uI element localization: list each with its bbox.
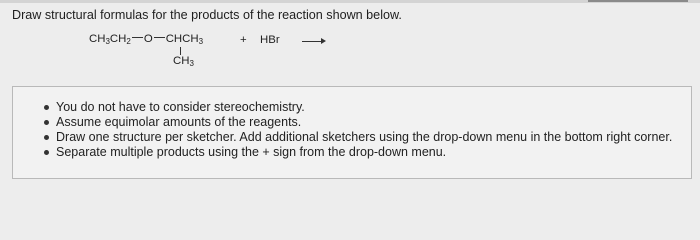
oxygen-atom: O — [143, 33, 153, 45]
branch-bond — [180, 47, 181, 55]
instructions-box — [12, 86, 692, 179]
instructions-list — [44, 100, 672, 160]
single-bond — [132, 37, 143, 38]
subscript-3: 3 — [198, 37, 204, 46]
ethyl-group — [89, 33, 131, 45]
reaction-scheme — [89, 33, 349, 78]
instruction-item: Separate multiple products using the + sign from the drop-down menu. — [44, 145, 672, 160]
single-bond — [154, 37, 165, 38]
subscript-2: 2 — [126, 37, 131, 46]
top-edge-accent — [588, 0, 688, 2]
instruction-item: Draw one structure per sketcher. Add additional sketchers using the drop-down menu in the bottom right corner. — [44, 130, 672, 145]
isopropyl-group — [166, 33, 203, 45]
reagent-hbr: HBr — [260, 34, 280, 46]
ch-text: CH — [109, 33, 127, 45]
subscript-3: 3 — [189, 59, 194, 68]
plus-sign: + — [240, 34, 247, 46]
reactant-ether-formula — [89, 33, 203, 45]
instruction-item: Assume equimolar amounts of the reagents. — [44, 115, 672, 130]
question-prompt: Draw structural formulas for the products of the reaction shown below. — [12, 8, 402, 22]
ch-text: CH — [173, 55, 190, 67]
subscript-3: 3 — [105, 37, 110, 46]
methyl-branch — [173, 55, 194, 67]
reaction-arrow-icon — [302, 41, 322, 42]
ch-text: CH — [89, 33, 106, 45]
instruction-item: You do not have to consider stereochemistry. — [44, 100, 672, 115]
chch-text: CHCH — [165, 33, 199, 45]
top-edge-bar — [0, 0, 700, 3]
